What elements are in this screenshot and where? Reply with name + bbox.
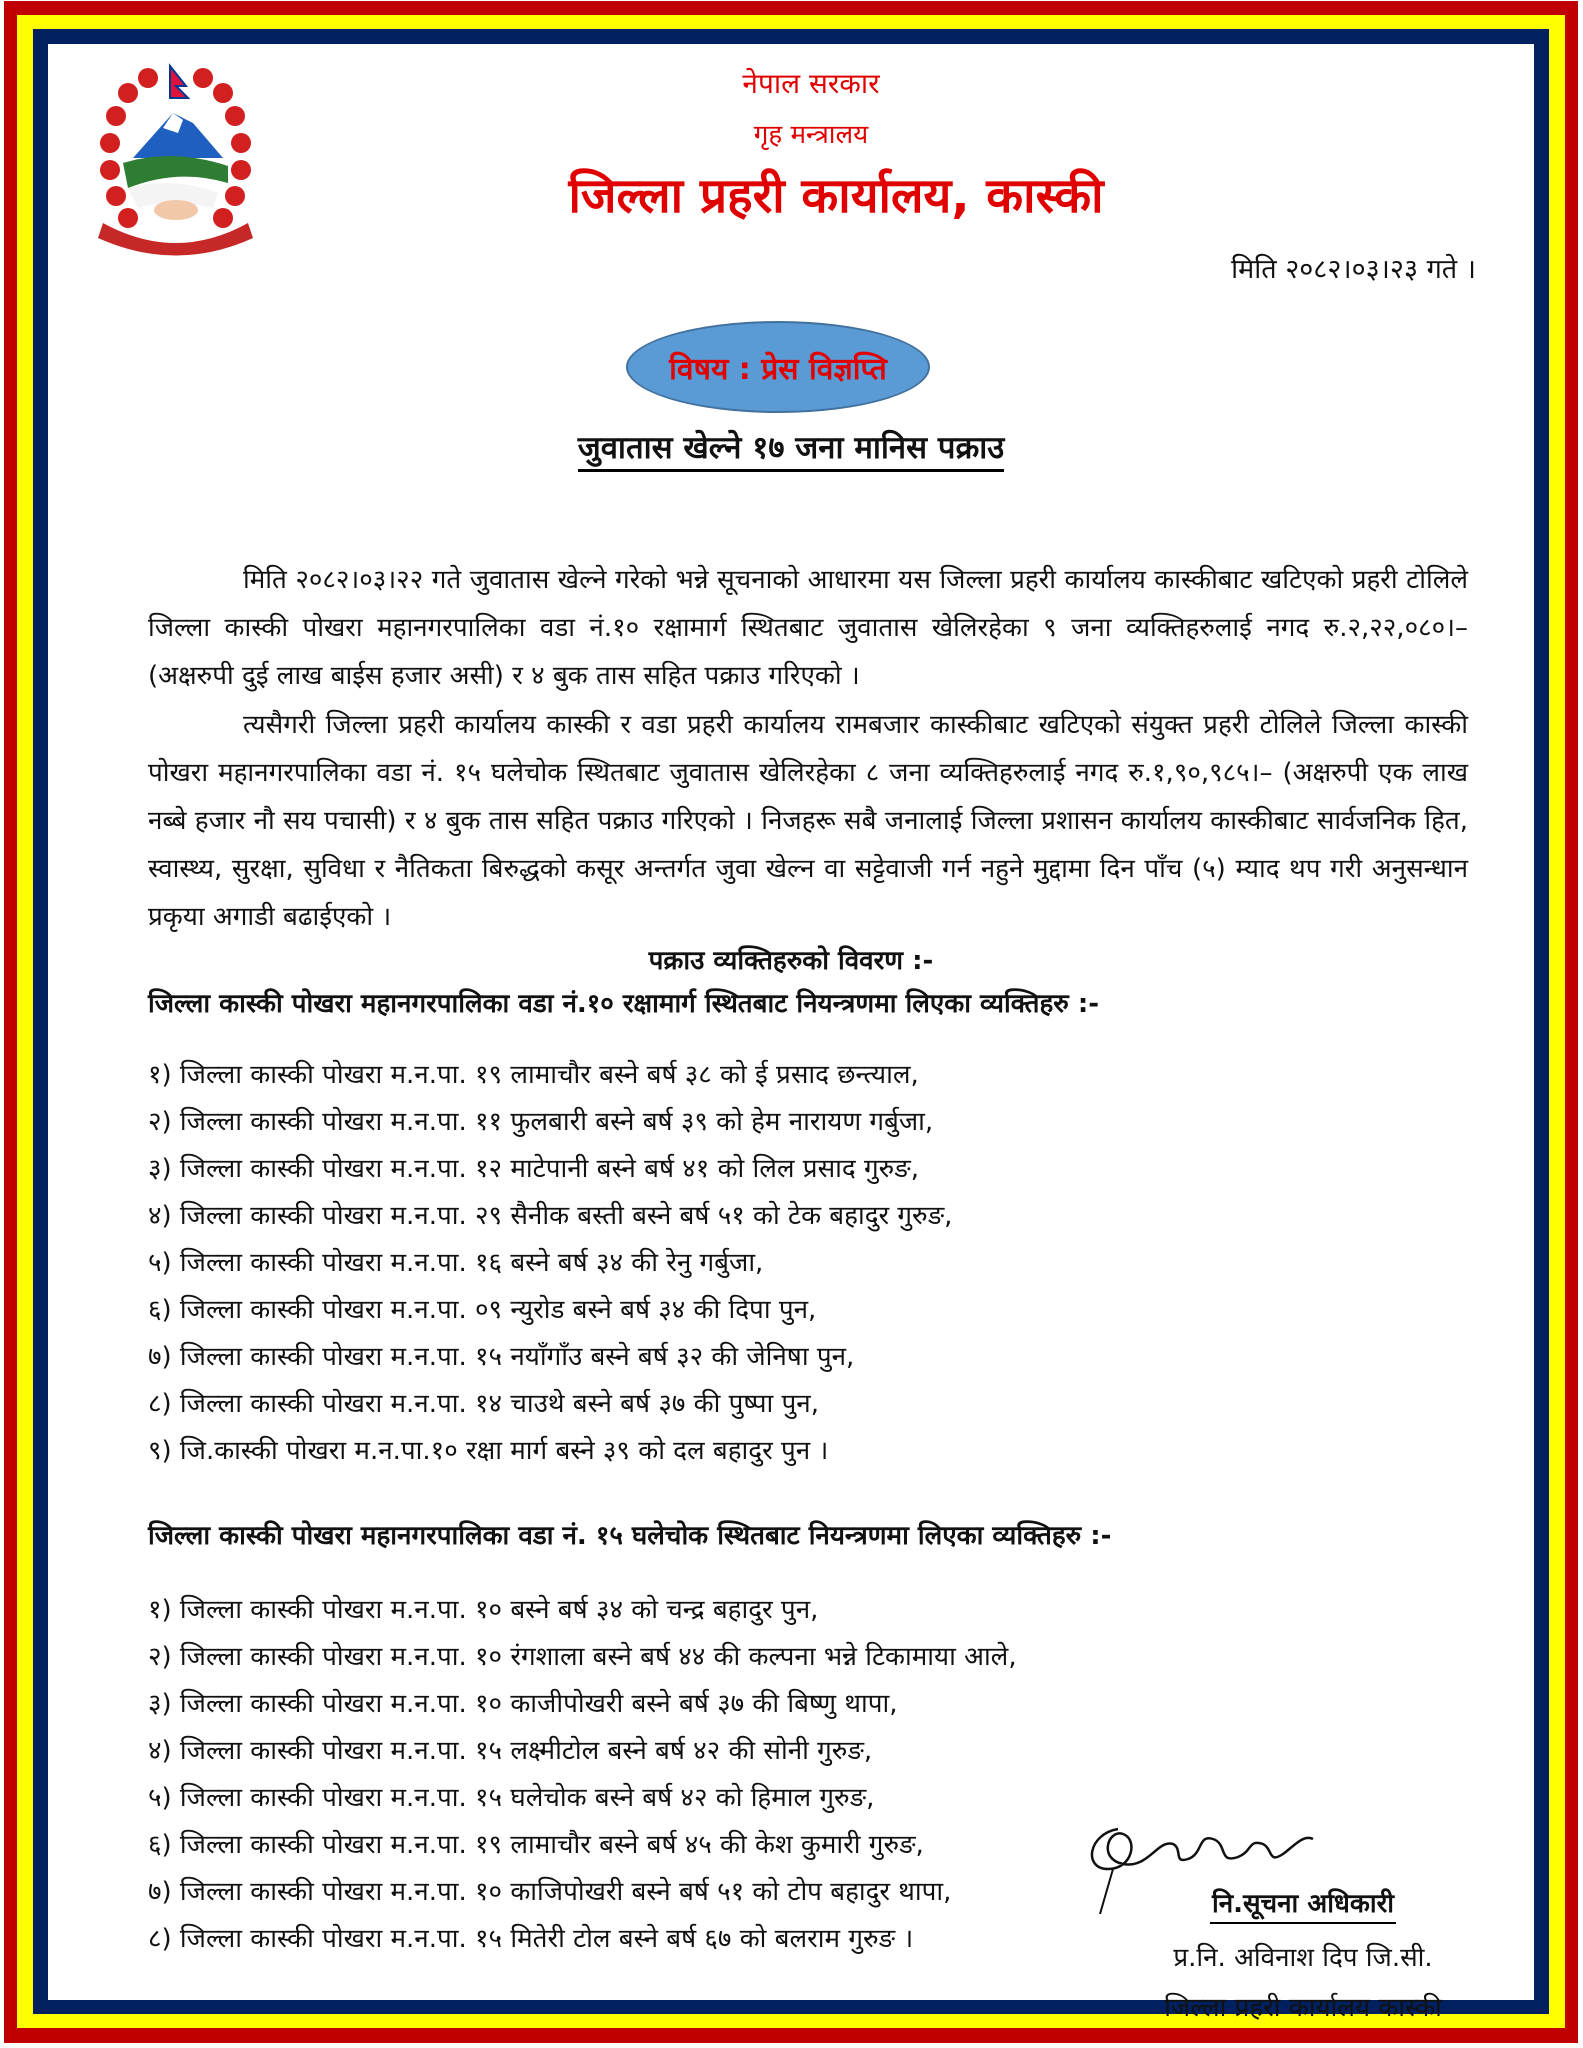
office-name: जिल्ला प्रहरी कार्यालय, कास्की (568, 168, 1104, 224)
list-item: ८) जिल्ला कास्की पोखरा म.न.पा. १४ चाउथे बस्ने बर्ष ३७ की पुष्पा पुन, (148, 1389, 819, 1419)
headline (48, 426, 1534, 468)
list-item: ५) जिल्ला कास्की पोखरा म.न.पा. १६ बस्ने बर्ष ३४ की रेनु गर्बुजा, (148, 1248, 764, 1278)
list-item: ४) जिल्ला कास्की पोखरा म.न.पा. २९ सैनीक बस्ती बस्ने बर्ष ५१ को टेक बहादुर गुरुङ, (148, 1201, 953, 1231)
signatory-office: जिल्ला प्रहरी कार्यालय कास्की (1164, 1993, 1442, 2023)
press-release-page (48, 44, 1534, 2023)
signatory-name: प्र.नि. अविनाश दिप जि.सी. (1173, 1943, 1433, 1973)
group-2-title: जिल्ला कास्की पोखरा महानगरपालिका वडा नं. १५ घलेचोक स्थितबाट नियन्त्रणमा लिएका व्यक्तिहरु :- (148, 1521, 1112, 1551)
list-item: १) जिल्ला कास्की पोखरा म.न.पा. १९ लामाचौर बस्ने बर्ष ३८ को ई प्रसाद छन्त्याल, (148, 1060, 919, 1090)
group-2-list (148, 1587, 1017, 1963)
list-item: ८) जिल्ला कास्की पोखरा म.न.पा. १५ मितेरी टोल बस्ने बर्ष ६७ को बलराम गुरुङ । (148, 1924, 914, 1954)
list-item: २) जिल्ला कास्की पोखरा म.न.पा. ११ फुलबारी बस्ने बर्ष ३९ को हेम नारायण गर्बुजा, (148, 1107, 934, 1137)
list-item: ५) जिल्ला कास्की पोखरा म.न.पा. १५ घलेचोक बस्ने बर्ष ४२ को हिमाल गुरुङ, (148, 1783, 875, 1813)
subject-oval (626, 321, 930, 413)
list-item: ७) जिल्ला कास्की पोखरा म.न.पा. १० काजिपोखरी बस्ने बर्ष ५१ को टोप बहादुर थापा, (148, 1877, 952, 1907)
list-item: २) जिल्ला कास्की पोखरा म.न.पा. १० रंगशाला बस्ने बर्ष ४४ की कल्पना भन्ने टिकामाया आले, (148, 1642, 1017, 1672)
ministry-name: गृह मन्त्रालय (753, 120, 869, 150)
government-name: नेपाल सरकार (742, 67, 880, 100)
signatory-title: नि.सूचना अधिकारी (1210, 1884, 1396, 1924)
body-paragraph-2: त्यसैगरी जिल्ला प्रहरी कार्यालय कास्की र वडा प्रहरी कार्यालय रामबजार कास्कीबाट खटिएको संयुक्त प्रहरी टोलिले जिल्ला कास्की पोखरा महानगरपालिका वडा नं. १५ घलेचोक स्थितबाट जुवातास खेलिरहेका ८ जना व्यक्तिहरुलाई नगद रु.१,९०,९८५।– (अक्षरुपी एक लाख नब्बे हजार नौ सय पचासी) र ४ बुक तास सहित पक्राउ गरिएको । निजहरू सबै जनालाई जिल्ला प्रशासन कार्यालय कास्कीबाट सार्वजनिक हित, स्वास्थ्य, सुरक्षा, सुविधा र नैतिकता बिरुद्धको कसूर अन्तर्गत जुवा खेल्न वा सट्टेवाजी गर्न नहुने मुद्दामा दिन पाँच (५) म्याद थप गरी अनुसन्धान प्रकृया अगाडी बढाईएको । (148, 710, 1468, 932)
group-1-title: जिल्ला कास्की पोखरा महानगरपालिका वडा नं.१० रक्षामार्ग स्थितबाट नियन्त्रणमा लिएका व्यक्तिहरु :- (148, 989, 1100, 1019)
list-item: ६) जिल्ला कास्की पोखरा म.न.पा. ०९ न्युरोड बस्ने बर्ष ३४ की दिपा पुन, (148, 1295, 817, 1325)
list-item: ९) जि.कास्की पोखरा म.न.पा.१० रक्षा मार्ग बस्ने ३९ को दल बहादुर पुन । (148, 1436, 829, 1466)
details-title: पक्राउ व्यक्तिहरुको विवरण :- (648, 946, 934, 976)
signature-block (1078, 1884, 1528, 2024)
list-item: ४) जिल्ला कास्की पोखरा म.न.पा. १५ लक्ष्मीटोल बस्ने बर्ष ४२ की सोनी गुरुङ, (148, 1736, 873, 1766)
group-1-list (148, 1052, 952, 1475)
headline-text: जुवातास खेल्ने १७ जना मानिस पक्राउ (578, 430, 1005, 472)
list-item: ७) जिल्ला कास्की पोखरा म.न.पा. १५ नयाँगाँउ बस्ने बर्ष ३२ की जेनिषा पुन, (148, 1342, 855, 1372)
list-item: ६) जिल्ला कास्की पोखरा म.न.पा. १९ लामाचौर बस्ने बर्ष ४५ की केश कुमारी गुरुङ, (148, 1830, 924, 1860)
list-item: ३) जिल्ला कास्की पोखरा म.न.पा. १० काजीपोखरी बस्ने बर्ष ३७ की बिष्णु थापा, (148, 1689, 898, 1719)
list-item: ३) जिल्ला कास्की पोखरा म.न.पा. १२ माटेपानी बस्ने बर्ष ४१ को लिल प्रसाद गुरुङ, (148, 1154, 919, 1184)
list-item: १) जिल्ला कास्की पोखरा म.न.पा. १० बस्ने बर्ष ३४ को चन्द्र बहादुर पुन, (148, 1595, 819, 1625)
body-paragraph-1: मिति २०८२।०३।२२ गते जुवातास खेल्ने गरेको भन्ने सूचनाको आधारमा यस जिल्ला प्रहरी कार्यालय कास्कीबाट खटिएको प्रहरी टोलिले जिल्ला कास्की पोखरा महानगरपालिका वडा नं.१० रक्षामार्ग स्थितबाट जुवातास खेलिरहेका ९ जना व्यक्तिहरुलाई नगद रु.२,२२,०८०।– (अक्षरुपी दुई लाख बाईस हजार असी) र ४ बुक तास सहित पक्राउ गरिएको । (148, 565, 1468, 691)
subject-label: विषय : प्रेस विज्ञप्ति (669, 351, 887, 387)
issue-date: मिति २०८२।०३।२३ गते । (1231, 254, 1476, 285)
